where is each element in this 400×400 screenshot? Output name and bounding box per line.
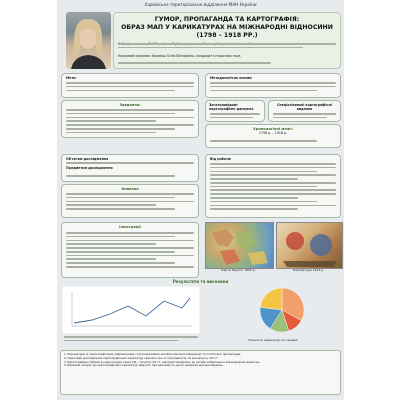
object-box — [61, 154, 199, 182]
author-photo — [66, 12, 111, 69]
source-right-heading: Спеціалізовані картографічні видання — [277, 103, 332, 112]
map1-caption: Карта Європи 1856 р. — [221, 268, 256, 272]
goal-box — [61, 73, 199, 98]
portrait-illustration — [66, 12, 111, 69]
chronology-heading: Хронологічні межі: — [252, 127, 294, 131]
conclusion-2: 2. Приклади досліджених картографічних карикатур свідчать про їх популярність та значення у ХІХ ст. — [64, 355, 219, 360]
object-heading: Об'єктом дослідження — [66, 157, 109, 161]
author-details — [118, 43, 336, 51]
institution-header: Харківське територіальне відділення МАН України — [144, 2, 257, 7]
methods-heading: Методологічна основа — [210, 76, 252, 80]
methods-box — [205, 73, 341, 98]
conclusion-1: 1. Карикатури із картографічним зображенням стали важливим засобом масової інформації та політичної пропаганди. — [64, 352, 242, 356]
pie-caption: Кількість карикатур за темами — [248, 338, 298, 342]
line-chart — [62, 286, 200, 334]
supervisor-details — [118, 62, 336, 66]
map-europe-cartoon — [205, 222, 274, 269]
tasks-heading: Завдання: — [119, 103, 141, 107]
sources-box — [205, 154, 341, 218]
map-europe-shapes — [206, 223, 273, 268]
conclusion-3: 3. Картографічні образи в карикатурах кінця ХІХ – початку ХХ ст. використовувались як засоби зображення міжнародних відносин. — [64, 359, 261, 364]
sources-heading: Від роботи: — [210, 157, 232, 161]
tasks-box — [61, 100, 199, 138]
conclusion-4: 4. Великий інтерес до картографічних карикатур свідчить про важливість цього джерела для досліджень. — [64, 363, 224, 368]
pie-chart — [258, 286, 306, 334]
conclusions-box — [60, 350, 341, 395]
title-line-1: ГУМОР, ПРОПАГАНДА ТА КАРТОГРАФІЯ: — [154, 16, 300, 23]
subject-heading: Предметом дослідження — [66, 166, 113, 171]
goal-heading: Мета: — [66, 76, 77, 80]
novelty-heading: Новизна — [121, 187, 139, 191]
source-right-box — [268, 100, 341, 122]
results-heading: Результати та висновки — [172, 279, 229, 284]
title-line-2: ОБРАЗ МАП У КАРИКАТУРАХ НА МІЖНАРОДНІ ВІДНОСИНИ (1798 – 1918 РР.) — [121, 23, 333, 39]
supervisor-line: Науковий керівник: Кравець Юлія Вікторівна, кандидат історичних наук — [118, 54, 241, 58]
illustrations-heading: Ілюстрації — [119, 225, 141, 229]
pie-slice — [260, 288, 282, 310]
title-box — [113, 12, 341, 69]
source-left-box — [205, 100, 265, 122]
line-chart-caption — [64, 336, 198, 346]
map2-caption: Карикатура 1914 р. — [292, 268, 325, 272]
cartoon-1914-shapes — [277, 223, 342, 268]
cartoon-1914 — [276, 222, 343, 269]
illustrations-box — [61, 222, 199, 278]
source-left-heading: Загальновідомі картографічні джерела — [209, 103, 254, 112]
chronology-text: 1798 р. – 1918 р. — [259, 131, 287, 135]
novelty-box — [61, 184, 199, 218]
chronology-box — [205, 124, 341, 148]
